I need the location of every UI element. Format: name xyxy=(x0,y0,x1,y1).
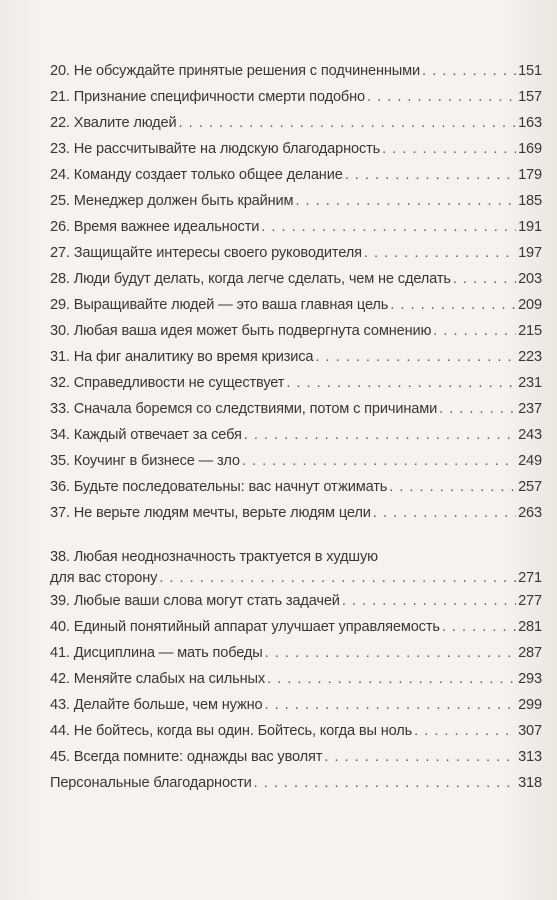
toc-entry-page-number: 299 xyxy=(518,697,542,713)
dot-leader xyxy=(390,292,516,318)
toc-entry xyxy=(50,240,542,266)
toc-entry-title: 31. На фиг аналитику во время кризиса xyxy=(50,349,314,365)
toc-entry-title: 43. Делайте больше, чем нужно xyxy=(50,697,263,713)
toc-entry xyxy=(50,344,542,370)
toc-entry-page-number: 281 xyxy=(518,619,542,635)
dot-leader xyxy=(342,588,516,614)
toc-entry xyxy=(50,84,542,110)
toc-entry-page-number: 237 xyxy=(518,401,542,417)
toc-entry-title: 37. Не верьте людям мечты, верьте людям цели xyxy=(50,505,371,521)
toc-entry xyxy=(50,666,542,692)
toc-entry-page-number: 231 xyxy=(518,375,542,391)
toc-entry-title: 42. Меняйте слабых на сильных xyxy=(50,671,266,687)
dot-leader xyxy=(414,718,516,744)
toc-entry-title: 26. Время важнее идеальности xyxy=(50,219,260,235)
dot-leader xyxy=(315,344,516,370)
toc-entry xyxy=(50,500,542,526)
toc-entry-page-number: 313 xyxy=(518,749,542,765)
toc-entry xyxy=(50,588,542,614)
toc-entry-page-number: 243 xyxy=(518,427,542,443)
toc-entry-title: 25. Менеджер должен быть крайним xyxy=(50,193,294,209)
dot-leader xyxy=(433,318,516,344)
toc-entry-title: 30. Любая ваша идея может быть подвергнута сомнению xyxy=(50,323,432,339)
dot-leader xyxy=(242,448,516,474)
toc-entry xyxy=(50,396,542,422)
toc-entry-title: 22. Хвалите людей xyxy=(50,115,177,131)
toc-entry-title: 23. Не рассчитывайте на людскую благодарность xyxy=(50,141,381,157)
toc-entry-title: 45. Всегда помните: однажды вас уволят xyxy=(50,749,323,765)
dot-leader xyxy=(422,58,516,84)
toc-entry xyxy=(50,110,542,136)
toc-entry-page-number: 277 xyxy=(518,593,542,609)
toc-entry xyxy=(50,614,542,640)
toc-entry xyxy=(50,188,542,214)
toc-entry-page-number: 185 xyxy=(518,193,542,209)
toc-entry-title: 27. Защищайте интересы своего руководителя xyxy=(50,245,362,261)
toc-entry xyxy=(50,370,542,396)
toc-entry-title: 29. Выращивайте людей — это ваша главная цель xyxy=(50,297,389,313)
toc-entry-page-number: 293 xyxy=(518,671,542,687)
toc-entry-title: 34. Каждый отвечает за себя xyxy=(50,427,242,443)
toc-entry-title: 20. Не обсуждайте принятые решения с подчиненными xyxy=(50,63,420,79)
toc-entry-title: 41. Дисциплина — мать победы xyxy=(50,645,263,661)
toc-entry xyxy=(50,474,542,500)
dot-leader xyxy=(442,614,516,640)
toc-entry-title: 44. Не бойтесь, когда вы один. Бойтесь, когда вы ноль xyxy=(50,723,413,739)
toc-entry-page-number: 209 xyxy=(518,297,542,313)
toc-entry-title: 33. Сначала боремся со следствиями, потом с причинами xyxy=(50,401,438,417)
toc-entry xyxy=(50,292,542,318)
toc-entry xyxy=(50,136,542,162)
toc-entry-page-number: 179 xyxy=(518,167,542,183)
toc-entry xyxy=(50,318,542,344)
toc-entry xyxy=(50,162,542,188)
toc-entry-page-number: 215 xyxy=(518,323,542,339)
toc-entry-page-number: 169 xyxy=(518,141,542,157)
toc-entry-page-number: 197 xyxy=(518,245,542,261)
dot-leader xyxy=(367,84,516,110)
dot-leader xyxy=(179,110,517,136)
toc-entry xyxy=(50,214,542,240)
dot-leader xyxy=(389,474,516,500)
toc-entry-page-number: 307 xyxy=(518,723,542,739)
dot-leader xyxy=(254,770,516,796)
dot-leader xyxy=(264,692,516,718)
dot-leader xyxy=(382,136,516,162)
toc-entry-page-number: 257 xyxy=(518,479,542,495)
toc-entry-title: 21. Признание специфичности смерти подобно xyxy=(50,89,365,105)
toc-entry-title: 24. Команду создает только общее делание xyxy=(50,167,343,183)
toc-entry-page-number: 318 xyxy=(518,775,542,791)
toc-entry-title: 36. Будьте последовательны: вас начнут отжимать xyxy=(50,479,388,495)
toc-entry xyxy=(50,744,542,770)
toc-entry xyxy=(50,422,542,448)
toc-entry-title: 40. Единый понятийный аппарат улучшает управляемость xyxy=(50,619,440,635)
dot-leader xyxy=(364,240,516,266)
dot-leader xyxy=(439,396,516,422)
toc-entry-page-number: 271 xyxy=(518,570,542,586)
dot-leader xyxy=(373,500,516,526)
dot-leader xyxy=(265,640,516,666)
toc-entry-page-number: 191 xyxy=(518,219,542,235)
toc-entry-page-number: 151 xyxy=(518,63,542,79)
dot-leader xyxy=(345,162,516,188)
toc-entry-title: 28. Люди будут делать, когда легче сделать, чем не сделать xyxy=(50,271,451,287)
toc-entry xyxy=(50,640,542,666)
toc-entry xyxy=(50,448,542,474)
toc-entry-title: 35. Коучинг в бизнесе — зло xyxy=(50,453,240,469)
toc-entry-page-number: 157 xyxy=(518,89,542,105)
dot-leader xyxy=(267,666,516,692)
dot-leader xyxy=(324,744,516,770)
dot-leader xyxy=(261,214,516,240)
toc-entry-page-number: 287 xyxy=(518,645,542,661)
toc-entry xyxy=(50,547,542,589)
toc-entry xyxy=(50,58,542,84)
toc-entry-title: Персональные благодарности xyxy=(50,775,252,791)
toc-entry-title: 32. Справедливости не существует xyxy=(50,375,285,391)
toc-entry xyxy=(50,266,542,292)
toc-entry-page-number: 163 xyxy=(518,115,542,131)
toc-entry xyxy=(50,770,542,796)
toc-entry-title-continued: для вас сторону xyxy=(50,570,158,586)
toc-entry-page-number: 249 xyxy=(518,453,542,469)
dot-leader xyxy=(295,188,516,214)
dot-leader xyxy=(159,568,516,589)
toc-entry xyxy=(50,718,542,744)
toc-entry-title: 38. Любая неоднозначность трактуется в худшую xyxy=(50,549,378,565)
dot-leader xyxy=(244,422,516,448)
dot-leader xyxy=(453,266,516,292)
toc-entry-page-number: 223 xyxy=(518,349,542,365)
toc-entry-page-number: 263 xyxy=(518,505,542,521)
toc-entry xyxy=(50,692,542,718)
dot-leader xyxy=(286,370,516,396)
toc-entry-title: 39. Любые ваши слова могут стать задачей xyxy=(50,593,340,609)
toc-entry-page-number: 203 xyxy=(518,271,542,287)
